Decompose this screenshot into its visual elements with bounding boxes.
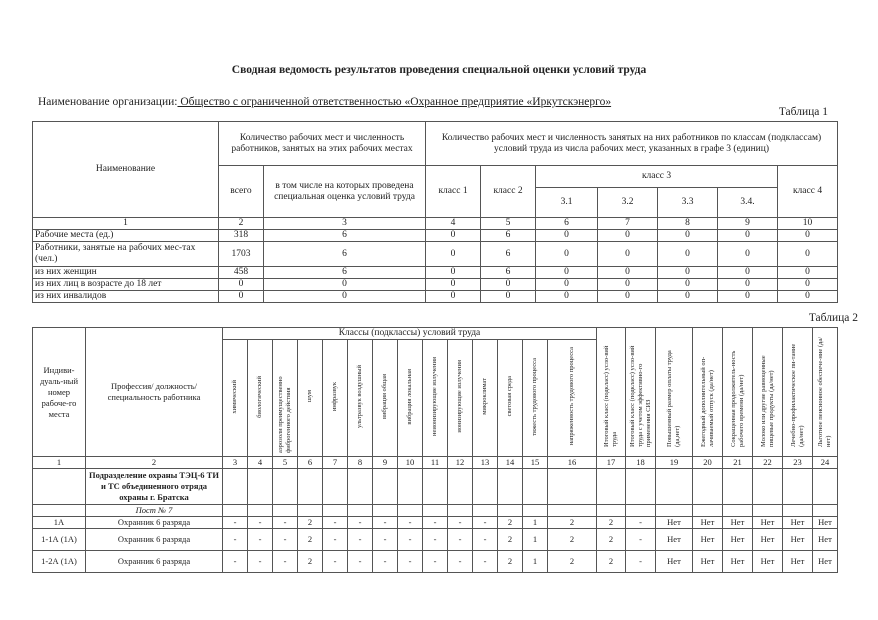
cell: Нет (783, 551, 813, 573)
cell: 0 (598, 267, 658, 279)
col-number: 11 (423, 457, 448, 469)
cell: - (626, 517, 656, 529)
col-number: 14 (498, 457, 523, 469)
cell: 2 (298, 551, 323, 573)
col-number: 16 (548, 457, 597, 469)
cell: 0 (536, 242, 598, 267)
header-text: аэрозоли преимущественно фиброгенного действия (277, 375, 292, 453)
col-number: 2 (219, 218, 264, 230)
header-text: вибрация локальная (406, 368, 413, 425)
t2-header-factor (473, 340, 498, 457)
cell: - (373, 551, 398, 573)
cell: - (448, 529, 473, 551)
cell: 0 (658, 242, 718, 267)
cell: Нет (723, 551, 753, 573)
table1-caption: Таблица 1 (778, 106, 828, 118)
row-name: Работники, занятые на рабочих мес-тах (чел.) (33, 242, 219, 267)
cell: - (473, 551, 498, 573)
header-text: биологический (256, 375, 263, 418)
col-number: 13 (473, 457, 498, 469)
header-text: Ежегодный дополнительный оп-лачиваемый отпуск (да/нет) (699, 356, 715, 447)
workplace-id: 1-2А (1А) (33, 551, 86, 573)
table-row (33, 551, 838, 573)
cell: 0 (536, 279, 598, 291)
cell: 0 (658, 291, 718, 303)
t1-column-numbers (33, 218, 838, 230)
cell: 2 (597, 551, 626, 573)
cell: 2 (548, 517, 597, 529)
cell: 6 (481, 267, 536, 279)
cell: Нет (753, 529, 783, 551)
cell: - (398, 551, 423, 573)
cell: - (373, 517, 398, 529)
row-name: Рабочие места (ед.) (33, 230, 219, 242)
cell: 0 (426, 279, 481, 291)
header-text: химический (231, 379, 238, 414)
header-text: тяжесть трудового процесса (531, 357, 538, 436)
cell: 0 (718, 230, 778, 242)
post-row (33, 505, 838, 517)
t2-header-factor (373, 340, 398, 457)
t2-header-factor (523, 340, 548, 457)
col-number: 20 (693, 457, 723, 469)
cell: - (423, 551, 448, 573)
t2-header-classes: Классы (подклассы) условий труда (223, 328, 597, 340)
cell: 0 (658, 230, 718, 242)
t2-header-factor (273, 340, 298, 457)
department-row (33, 469, 838, 505)
t2-header-factor (298, 340, 323, 457)
cell: - (223, 551, 248, 573)
cell: - (626, 529, 656, 551)
cell: - (348, 517, 373, 529)
col-number: 3 (223, 457, 248, 469)
cell: Нет (656, 551, 693, 573)
t1-header-group-b: Количество рабочих мест и численность занятых на них работников по классам (подклассам) условий труда из числа рабочих мест, указанных в графе 3 (единиц) (426, 122, 838, 166)
header-text: шум (306, 390, 313, 403)
cell: 0 (598, 242, 658, 267)
cell: 0 (264, 291, 426, 303)
col-number: 24 (813, 457, 838, 469)
cell: 2 (298, 529, 323, 551)
header-text: Лечебно-профилактическое пи-тание (да/нет) (789, 343, 805, 447)
col-number: 19 (656, 457, 693, 469)
cell: 0 (219, 279, 264, 291)
cell: 0 (718, 291, 778, 303)
cell: 1 (523, 529, 548, 551)
cell: 0 (778, 291, 838, 303)
table-row (33, 291, 838, 303)
t2-header-extra (656, 328, 693, 457)
header-text: ионизирующие излучения (456, 360, 463, 433)
cell: Нет (813, 517, 838, 529)
t2-header-id: Индиви-дуаль-ный номер рабоче-го места (33, 328, 86, 457)
cell: 0 (718, 279, 778, 291)
header-text: Итоговый класс (подкласс) усло-вий труда (603, 345, 618, 447)
header-text: Льготное пенсионное обеспече-ние (да/нет) (817, 336, 832, 447)
cell: Нет (813, 551, 838, 573)
header-text: Молоко или другие равноценные пищевые продукты (да/нет) (759, 354, 775, 447)
cell: 0 (426, 267, 481, 279)
t2-header-factor (223, 340, 248, 457)
header-text: неионизирующие излучения (431, 357, 438, 436)
cell: 0 (536, 291, 598, 303)
cell: 6 (264, 230, 426, 242)
table-row (33, 279, 838, 291)
table1-summary (32, 121, 838, 303)
cell: Нет (693, 551, 723, 573)
col-number: 6 (298, 457, 323, 469)
table-row (33, 267, 838, 279)
header-text: напряженность трудового процесса (568, 347, 575, 446)
t2-header-profession: Профессия/ должность/ специальность работника (86, 328, 223, 457)
t2-header-factor (348, 340, 373, 457)
t2-header-extra (693, 328, 723, 457)
t2-header-factor (248, 340, 273, 457)
cell: 458 (219, 267, 264, 279)
cell: 6 (481, 242, 536, 267)
col-number: 2 (86, 457, 223, 469)
col-number: 5 (481, 218, 536, 230)
post-name: Пост № 7 (86, 505, 223, 517)
col-number: 8 (348, 457, 373, 469)
t2-header-extra (783, 328, 813, 457)
table-row (33, 242, 838, 267)
col-number: 7 (598, 218, 658, 230)
header-text: микроклимат (481, 378, 488, 415)
t2-header-extra (597, 328, 626, 457)
profession: Охранник 6 разряда (86, 517, 223, 529)
cell: 0 (536, 267, 598, 279)
cell: 0 (778, 242, 838, 267)
row-name: из них инвалидов (33, 291, 219, 303)
col-number: 10 (398, 457, 423, 469)
cell: 0 (426, 230, 481, 242)
cell: 2 (298, 517, 323, 529)
cell: Нет (693, 517, 723, 529)
cell: 6 (264, 242, 426, 267)
cell: Нет (783, 529, 813, 551)
t1-header-name: Наименование (33, 122, 219, 218)
cell: 2 (548, 529, 597, 551)
cell: 0 (658, 267, 718, 279)
cell: - (448, 517, 473, 529)
cell: - (323, 529, 348, 551)
table2-caption: Таблица 2 (808, 312, 858, 324)
table-row (33, 529, 838, 551)
col-number: 18 (626, 457, 656, 469)
t1-header-class2: класс 2 (481, 166, 536, 218)
cell: 0 (219, 291, 264, 303)
t2-header-factor (548, 340, 597, 457)
cell: - (448, 551, 473, 573)
t2-header-factor (423, 340, 448, 457)
cell: - (273, 517, 298, 529)
document-title: Сводная ведомость результатов проведения специальной оценки условий труда (231, 64, 647, 76)
t2-header-factor (323, 340, 348, 457)
cell: 6 (481, 230, 536, 242)
cell: - (273, 551, 298, 573)
col-number: 9 (373, 457, 398, 469)
header-text: инфразвук (331, 381, 338, 412)
organization-label: Наименование организации: (38, 96, 178, 108)
cell: - (273, 529, 298, 551)
cell: 0 (718, 267, 778, 279)
cell: 0 (536, 230, 598, 242)
cell: 318 (219, 230, 264, 242)
t2-header-extra (753, 328, 783, 457)
cell: 2 (498, 517, 523, 529)
t1-header-3-2: 3.2 (598, 188, 658, 218)
cell: - (323, 551, 348, 573)
cell: - (626, 551, 656, 573)
cell: - (348, 529, 373, 551)
cell: 2 (597, 517, 626, 529)
cell: 0 (426, 242, 481, 267)
col-number: 17 (597, 457, 626, 469)
cell: 6 (264, 267, 426, 279)
header-text: Повышенный размер оплаты труда (да,нет) (666, 349, 681, 447)
table-row (33, 517, 838, 529)
t2-header-factor (498, 340, 523, 457)
cell: 2 (548, 551, 597, 573)
cell: Нет (656, 517, 693, 529)
cell: 2 (597, 529, 626, 551)
cell: 1 (523, 551, 548, 573)
cell: Нет (656, 529, 693, 551)
cell: - (423, 529, 448, 551)
cell: Нет (783, 517, 813, 529)
cell: - (248, 529, 273, 551)
workplace-id: 1-1А (1А) (33, 529, 86, 551)
col-number: 10 (778, 218, 838, 230)
row-name: из них лиц в возрасте до 18 лет (33, 279, 219, 291)
cell: Нет (723, 529, 753, 551)
t1-header-group-a: Количество рабочих мест и численность работников, занятых на этих рабочих местах (219, 122, 426, 166)
cell: 0 (778, 267, 838, 279)
t2-column-numbers (33, 457, 838, 469)
table2-workplaces (32, 327, 838, 573)
header-text: вибрация общая (381, 374, 388, 419)
t1-header-class1: класс 1 (426, 166, 481, 218)
col-number: 4 (248, 457, 273, 469)
organization-line (38, 96, 611, 108)
cell: 0 (658, 279, 718, 291)
col-number: 22 (753, 457, 783, 469)
col-number: 15 (523, 457, 548, 469)
cell: - (398, 529, 423, 551)
cell: - (223, 529, 248, 551)
cell: - (473, 517, 498, 529)
cell: Нет (753, 551, 783, 573)
t1-header-3-3: 3.3 (658, 188, 718, 218)
cell: Нет (753, 517, 783, 529)
cell: - (248, 551, 273, 573)
t2-header-factor (398, 340, 423, 457)
t2-header-extra (723, 328, 753, 457)
table-row (33, 230, 838, 242)
cell: 0 (426, 291, 481, 303)
col-number: 6 (536, 218, 598, 230)
cell: - (373, 529, 398, 551)
header-text: Итоговый класс (подкласс) усло-вий труда с учетом эффективно-го применения СИЗ (628, 345, 652, 447)
row-name: из них женщин (33, 267, 219, 279)
header-text: световая среда (506, 376, 513, 417)
cell: - (473, 529, 498, 551)
t1-header-total: всего (219, 166, 264, 218)
col-number: 9 (718, 218, 778, 230)
cell: 0 (598, 230, 658, 242)
col-number: 4 (426, 218, 481, 230)
t1-header-class4: класс 4 (778, 166, 838, 218)
col-number: 21 (723, 457, 753, 469)
t2-header-extra (626, 328, 656, 457)
organization-name: Общество с ограниченной ответственностью «Охранное предприятие «Иркутскэнерго» (177, 96, 612, 108)
cell: 0 (264, 279, 426, 291)
cell: 0 (598, 291, 658, 303)
workplace-id: 1А (33, 517, 86, 529)
cell: - (423, 517, 448, 529)
cell: 0 (778, 230, 838, 242)
cell: 0 (481, 279, 536, 291)
cell: - (323, 517, 348, 529)
t1-header-class3: класс 3 (536, 166, 778, 188)
cell: 0 (778, 279, 838, 291)
t1-header-assessed: в том числе на которых проведена специальная оценка условий труда (264, 166, 426, 218)
cell: 0 (718, 242, 778, 267)
empty-cell (33, 469, 86, 505)
col-number: 8 (658, 218, 718, 230)
cell: 2 (498, 529, 523, 551)
header-text: ультразвук воздушный (356, 364, 363, 429)
cell: - (348, 551, 373, 573)
col-number: 7 (323, 457, 348, 469)
cell: - (223, 517, 248, 529)
cell: Нет (693, 529, 723, 551)
cell: 0 (598, 279, 658, 291)
profession: Охранник 6 разряда (86, 529, 223, 551)
col-number: 1 (33, 457, 86, 469)
cell: - (248, 517, 273, 529)
t2-header-factor (448, 340, 473, 457)
cell: 2 (498, 551, 523, 573)
t2-header-extra (813, 328, 838, 457)
cell: Нет (723, 517, 753, 529)
header-text: Сокращенная продолжитель-ность рабочего времени (да/нет) (729, 350, 745, 447)
department-name: Подразделение охраны ТЭЦ-6 ТИ и ТС объединенного отряда охраны г. Братска (86, 469, 223, 505)
col-number: 23 (783, 457, 813, 469)
profession: Охранник 6 разряда (86, 551, 223, 573)
cell: 1 (523, 517, 548, 529)
col-number: 5 (273, 457, 298, 469)
cell: Нет (813, 529, 838, 551)
cell: - (398, 517, 423, 529)
col-number: 3 (264, 218, 426, 230)
t1-header-3-4: 3.4. (718, 188, 778, 218)
col-number: 1 (33, 218, 219, 230)
col-number: 12 (448, 457, 473, 469)
cell: 1703 (219, 242, 264, 267)
cell: 0 (481, 291, 536, 303)
t1-header-3-1: 3.1 (536, 188, 598, 218)
